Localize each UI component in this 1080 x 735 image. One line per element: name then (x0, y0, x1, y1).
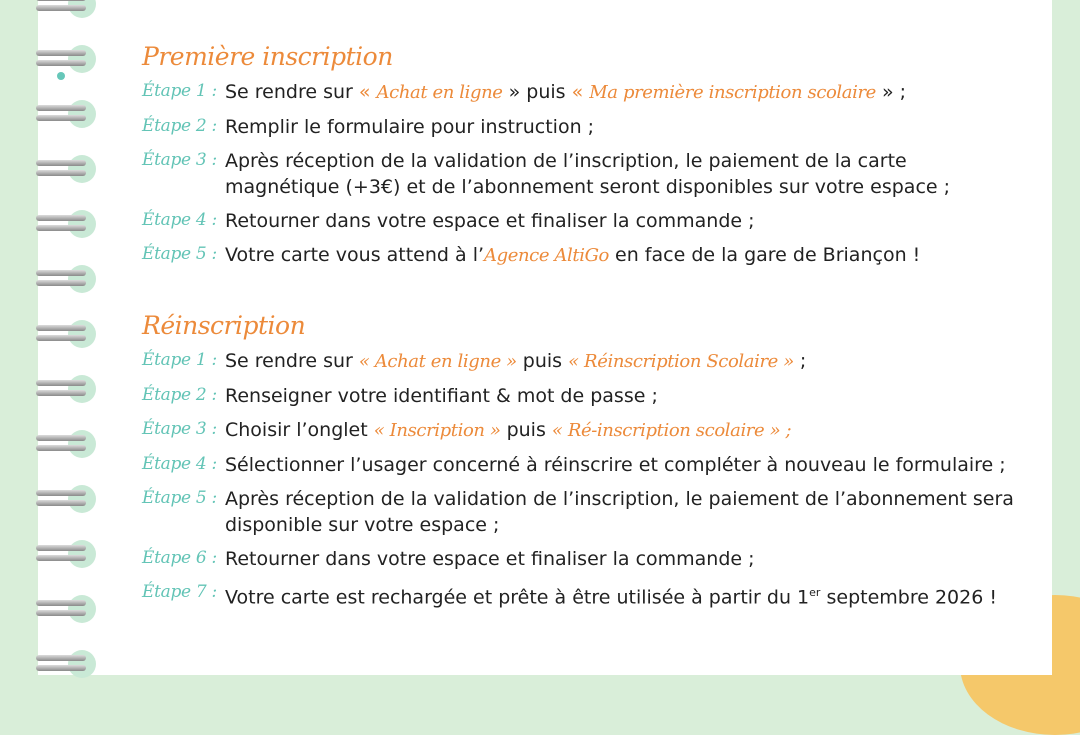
step-text (217, 114, 594, 140)
section-title: Première inscription (142, 42, 393, 71)
step-text-part: en face de la gare de Briançon ! (609, 244, 921, 266)
step-label: Étape 3 : (142, 150, 217, 170)
highlighted-link-text: Agence AltiGo (484, 245, 609, 266)
step-label: Étape 5 : (142, 488, 217, 508)
step-text-part: « (358, 81, 377, 103)
step-text (217, 79, 906, 106)
step-text (217, 486, 1022, 538)
step-text (217, 546, 755, 572)
highlighted-link-text: « Réinscription Scolaire » (568, 351, 794, 372)
step-item (142, 348, 1022, 375)
spiral-ring (36, 265, 100, 293)
spiral-ring (36, 430, 100, 458)
step-text-part: Sélectionner l’usager concerné à réinscrire et compléter à nouveau le formulaire ; (224, 454, 1006, 476)
step-label: Étape 1 : (142, 350, 217, 370)
spiral-ring (36, 45, 100, 73)
step-text-part: Après réception de la validation de l’inscription, le paiement de l’abonnement sera disponible sur votre espace ; (224, 488, 1014, 536)
step-label: Étape 1 : (142, 81, 217, 101)
step-text-part: er (809, 586, 821, 599)
step-text-part: « (571, 81, 590, 103)
step-text (217, 383, 658, 409)
spiral-ring (36, 320, 100, 348)
step-item (142, 546, 1022, 572)
step-text-part: Choisir l’onglet (224, 419, 374, 441)
step-text-part: Remplir le formulaire pour instruction ; (224, 116, 595, 138)
step-text-part: puis (500, 419, 552, 441)
step-text-part: Votre carte vous attend à l’ (224, 244, 485, 266)
notebook-spiral-binding (36, 0, 100, 675)
step-item (142, 383, 1022, 409)
spiral-ring (36, 155, 100, 183)
spiral-ring (36, 0, 100, 18)
step-text (217, 242, 920, 269)
step-item (142, 486, 1022, 538)
step-item (142, 148, 1022, 200)
step-text-part: Retourner dans votre espace et finaliser la commande ; (224, 210, 755, 232)
step-text (217, 148, 1022, 200)
step-text-part: Votre carte est rechargée et prête à être utilisée à partir du 1 (224, 586, 810, 609)
step-label: Étape 2 : (142, 116, 217, 136)
highlighted-link-text: « Inscription » (373, 420, 501, 441)
step-text (217, 580, 997, 610)
spiral-ring (36, 375, 100, 403)
step-text (217, 452, 1006, 478)
step-text-part: Se rendre sur (224, 81, 359, 103)
step-item (142, 417, 1022, 444)
highlighted-link-text: « Ré-inscription scolaire » ; (551, 420, 792, 441)
section-title: Réinscription (142, 311, 306, 340)
step-item (142, 79, 1022, 106)
step-text-part: Après réception de la validation de l’inscription, le paiement de la carte magnétique (+3€) et de l’abonnement seront disponibles sur votre espace ; (224, 150, 951, 198)
step-label: Étape 4 : (142, 210, 217, 230)
step-text-part: puis (516, 350, 569, 372)
spiral-ring (36, 485, 100, 513)
spiral-ring (36, 540, 100, 568)
step-item (142, 242, 1022, 269)
step-item (142, 580, 1022, 610)
spiral-ring (36, 210, 100, 238)
step-item (142, 452, 1022, 478)
highlighted-link-text: Ma première inscription scolaire (589, 82, 876, 103)
instructions-content (142, 42, 1022, 610)
step-text (217, 208, 755, 234)
step-label: Étape 7 : (142, 582, 217, 602)
step-text-part: Retourner dans votre espace et finaliser la commande ; (224, 548, 755, 570)
step-label: Étape 2 : (142, 385, 217, 405)
highlighted-link-text: Achat en ligne (376, 82, 503, 103)
spiral-ring (36, 100, 100, 128)
highlighted-link-text: « Achat en ligne » (358, 351, 517, 372)
step-text (217, 348, 806, 375)
step-text-part: » ; (875, 81, 907, 103)
step-label: Étape 4 : (142, 454, 217, 474)
spiral-ring (36, 650, 100, 678)
step-text-part: septembre 2026 ! (820, 586, 997, 609)
spiral-ring (36, 595, 100, 623)
step-text-part: ; (793, 350, 807, 372)
step-item (142, 114, 1022, 140)
step-item (142, 208, 1022, 234)
step-label: Étape 5 : (142, 244, 217, 264)
step-text-part: Se rendre sur (224, 350, 359, 372)
step-label: Étape 6 : (142, 548, 217, 568)
step-label: Étape 3 : (142, 419, 217, 439)
step-text-part: » puis (502, 81, 572, 103)
step-text (217, 417, 791, 444)
step-text-part: Renseigner votre identifiant & mot de passe ; (224, 385, 658, 407)
